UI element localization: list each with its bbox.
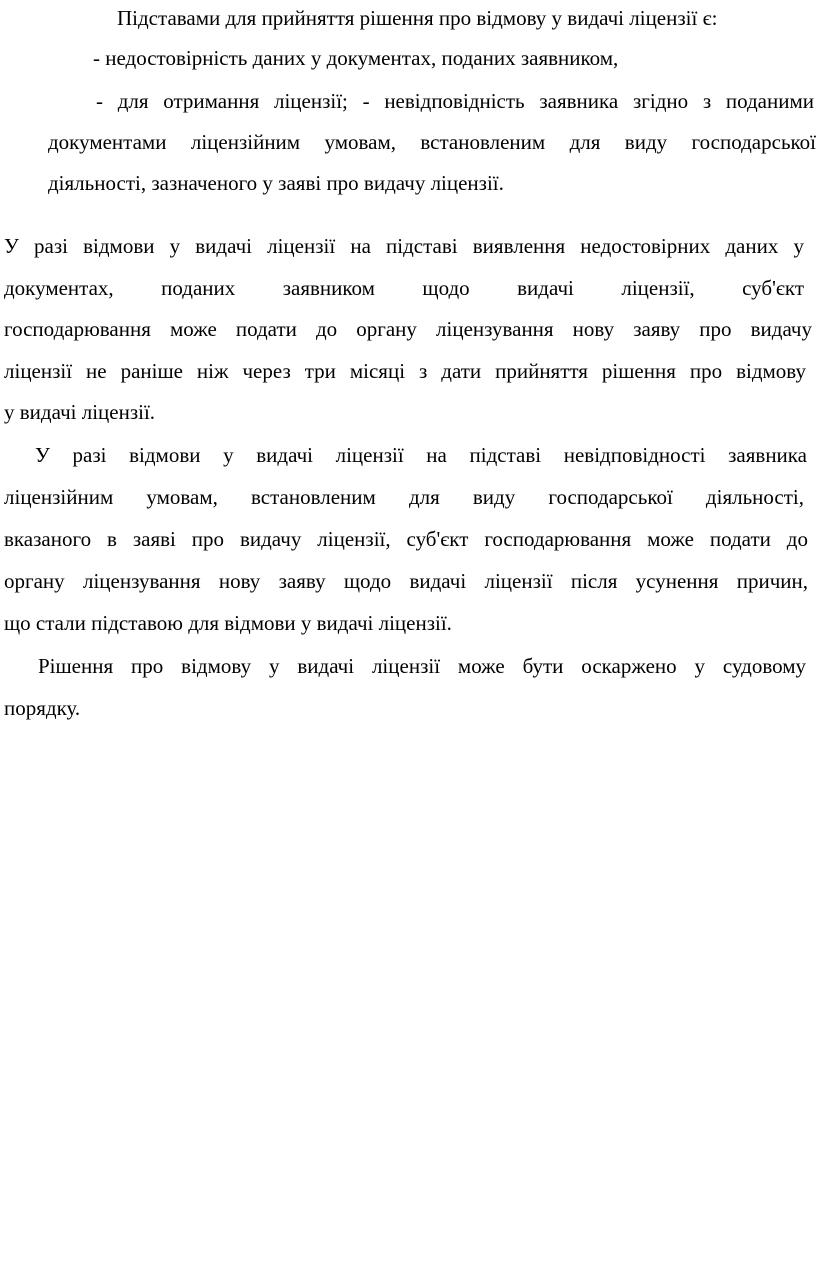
paragraph-noncompliance-line-2: ліцензійним умовам, встановленим для виду господарської діяльності, bbox=[4, 485, 804, 509]
paragraph-inaccurate-data-line-1: У разі відмови у видачі ліцензії на підставі виявлення недостовірних даних у bbox=[4, 234, 804, 258]
paragraph-noncompliance-line-1: У разі відмови у видачі ліцензії на підставі невідповідності заявника bbox=[35, 443, 807, 467]
grounds-intro-line: Підставами для прийняття рішення про відмову у видачі ліцензії є: bbox=[117, 6, 718, 30]
paragraph-noncompliance-line-5: що стали підставою для відмови у видачі ліцензії. bbox=[4, 611, 452, 635]
paragraph-inaccurate-data-line-2: документах, поданих заявником щодо видачі ліцензії, суб'єкт bbox=[4, 276, 804, 300]
paragraph-noncompliance-line-3: вказаного в заяві про видачу ліцензії, суб'єкт господарювання може подати до bbox=[4, 527, 808, 551]
paragraph-appeal-line-1: Рішення про відмову у видачі ліцензії може бути оскаржено у судовому bbox=[38, 654, 806, 678]
grounds-item-noncompliance: - для отримання ліцензії; - невідповідність заявника згідно з поданими bbox=[96, 89, 814, 113]
paragraph-inaccurate-data-line-3: господарювання може подати до органу ліцензування нову заяву про видачу bbox=[4, 317, 812, 341]
paragraph-noncompliance-line-4: органу ліцензування нову заяву щодо видачі ліцензії після усунення причин, bbox=[4, 569, 808, 593]
grounds-item-noncompliance-end: діяльності, зазначеного у заяві про видачу ліцензії. bbox=[48, 171, 504, 195]
grounds-item-noncompliance-cont: документами ліцензійним умовам, встановленим для виду господарської bbox=[48, 130, 816, 154]
paragraph-inaccurate-data-line-4: ліцензії не раніше ніж через три місяці з дати прийняття рішення про відмову bbox=[4, 359, 806, 383]
grounds-item-inaccurate-data: - недостовірність даних у документах, поданих заявником, bbox=[93, 46, 619, 70]
paragraph-inaccurate-data-line-5: у видачі ліцензії. bbox=[4, 400, 156, 424]
paragraph-appeal-line-2: порядку. bbox=[4, 696, 81, 720]
